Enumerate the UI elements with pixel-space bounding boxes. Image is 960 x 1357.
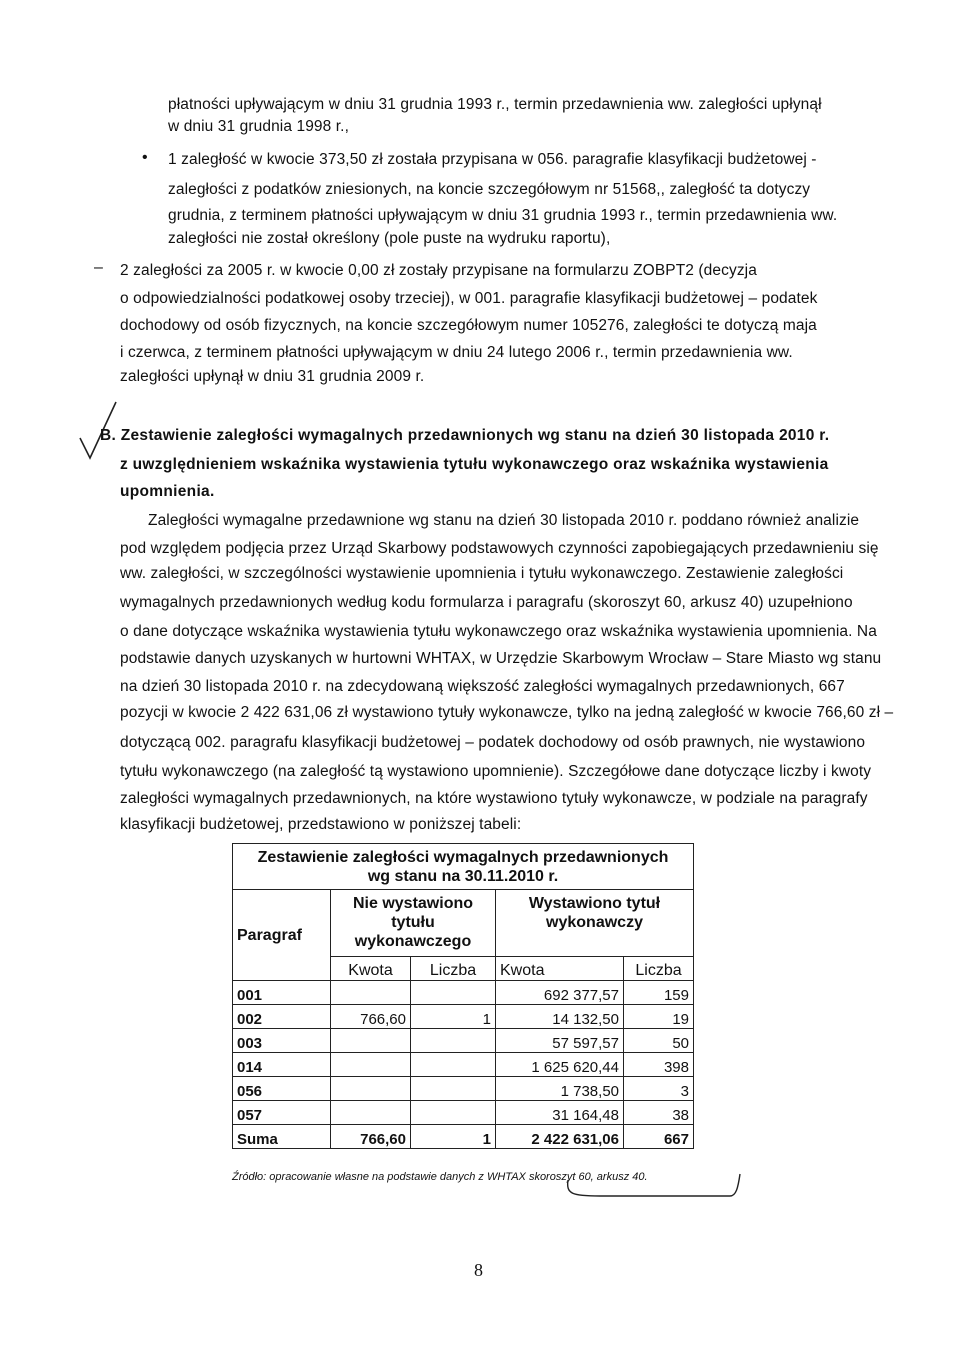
text-line: podstawie danych uzyskanych w hurtowni WHTAX, w Urzędzie Skarbowym Wrocław – Stare Miasto wg stanu bbox=[120, 650, 882, 667]
table-row: 014 1 625 620,44 398 bbox=[233, 1053, 694, 1077]
table-row: 002 766,60 1 14 132,50 19 bbox=[233, 1005, 694, 1029]
group-header-issued: Wystawiono tytuł wykonawczy bbox=[496, 890, 694, 957]
arrears-table bbox=[232, 843, 694, 1149]
text-line: grudnia, z terminem płatności upływającym w dniu 31 grudnia 1993 r., termin przedawnienia ww. bbox=[168, 207, 838, 224]
table-row: 001 692 377,57 159 bbox=[233, 981, 694, 1005]
text-line: zaległości upłynął w dniu 31 grudnia 2009 r. bbox=[120, 368, 425, 385]
group-header-not-issued: Nie wystawiono tytułu wykonawczego bbox=[331, 890, 496, 957]
handwritten-bracket-icon bbox=[560, 1168, 760, 1202]
text-line: klasyfikacji budżetowej, przedstawiono w poniższej tabeli: bbox=[120, 816, 522, 833]
section-heading: z uwzględnieniem wskaźnika wystawienia tytułu wykonawczego oraz wskaźnika wystawienia bbox=[120, 456, 829, 473]
text-line: w dniu 31 grudnia 1998 r., bbox=[168, 118, 349, 135]
text-line: wymagalnych przedawnionych według kodu formularza i paragrafu (skoroszyt 60, arkusz 40) uzupełniono bbox=[120, 594, 853, 611]
text-line: na dzień 30 listopada 2010 r. na zdecydowaną większość zaległości wymagalnych przedawnionych, 667 bbox=[120, 678, 845, 695]
table-source-note: Źródło: opracowanie własne na podstawie danych z WHTAX skoroszyt 60, arkusz 40. bbox=[232, 1171, 648, 1183]
bullet-icon: • bbox=[142, 149, 148, 166]
sub-header-kwota: Kwota bbox=[331, 957, 411, 981]
table-sum-row: Suma 766,60 1 2 422 631,06 667 bbox=[233, 1125, 694, 1149]
text-line: dotyczącą 002. paragrafu klasyfikacji budżetowej – podatek dochodowy od osób prawnych, nie wystawiono bbox=[120, 734, 866, 751]
table-title: Zestawienie zaległości wymagalnych przedawnionych wg stanu na 30.11.2010 r. bbox=[233, 844, 694, 890]
table-row: 003 57 597,57 50 bbox=[233, 1029, 694, 1053]
text-line: o dane dotyczące wskaźnika wystawienia tytułu wykonawczego oraz wskaźnika wystawienia upomnienia. Na bbox=[120, 623, 877, 640]
sub-header-liczba: Liczba bbox=[411, 957, 496, 981]
text-line: zaległości nie został określony (pole puste na wydruku raportu), bbox=[168, 230, 611, 247]
text-line: ww. zaległości, w szczególności wystawienie upomnienia i tytułu wykonawczego. Zestawienie zaległości bbox=[120, 565, 844, 582]
text-line: o odpowiedzialności podatkowej osoby trzeciej), w 001. paragrafie klasyfikacji budżetowej – podatek bbox=[120, 290, 818, 307]
section-heading: upomnienia. bbox=[120, 483, 215, 500]
text-line: Zaległości wymagalne przedawnione wg stanu na dzień 30 listopada 2010 r. poddano również analizie bbox=[148, 512, 860, 529]
text-line: i czerwca, z terminem płatności upływającym w dniu 24 lutego 2006 r., termin przedawnienia ww. bbox=[120, 344, 793, 361]
table-row: 057 31 164,48 38 bbox=[233, 1101, 694, 1125]
text-line: płatności upływającym w dniu 31 grudnia 1993 r., termin przedawnienia ww. zaległości upłynął bbox=[168, 96, 822, 113]
text-line: 1 zaległość w kwocie 373,50 zł została przypisana w 056. paragrafie klasyfikacji budżetowej - bbox=[168, 151, 817, 168]
page-number: 8 bbox=[474, 1260, 483, 1280]
text-line: zaległości wymagalnych przedawnionych, na które wystawiono tytuły wykonawcze, w podziale na paragrafy bbox=[120, 790, 868, 807]
table-row: 056 1 738,50 3 bbox=[233, 1077, 694, 1101]
text-line: 2 zaległości za 2005 r. w kwocie 0,00 zł zostały przypisane na formularzu ZOBPT2 (decyzja bbox=[120, 262, 757, 279]
text-line: zaległości z podatków zniesionych, na koncie szczegółowym nr 51568,, zaległość ta dotyczy bbox=[168, 181, 811, 198]
text-line: dochodowy od osób fizycznych, na koncie szczegółowym numer 105276, zaległości te dotyczą maja bbox=[120, 317, 817, 334]
sub-header-liczba: Liczba bbox=[624, 957, 694, 981]
sub-header-kwota: Kwota bbox=[496, 957, 624, 981]
col-header-paragraf: Paragraf bbox=[233, 890, 331, 981]
text-line: pod względem podjęcia przez Urząd Skarbowy podstawowych czynności zapobiegających przedawnieniu się bbox=[120, 540, 879, 557]
dash-marker: – bbox=[94, 259, 103, 276]
text-line: pozycji w kwocie 2 422 631,06 zł wystawiono tytuły wykonawcze, tylko na jedną zaległość w kwocie 766,60 zł – bbox=[120, 704, 894, 721]
text-line: tytułu wykonawczego (na zaległość tą wystawiono upomnienie). Szczegółowe dane dotyczące liczby i kwoty bbox=[120, 763, 872, 780]
section-heading: B. Zestawienie zaległości wymagalnych przedawnionych wg stanu na dzień 30 listopada 2010 r. bbox=[100, 427, 830, 444]
